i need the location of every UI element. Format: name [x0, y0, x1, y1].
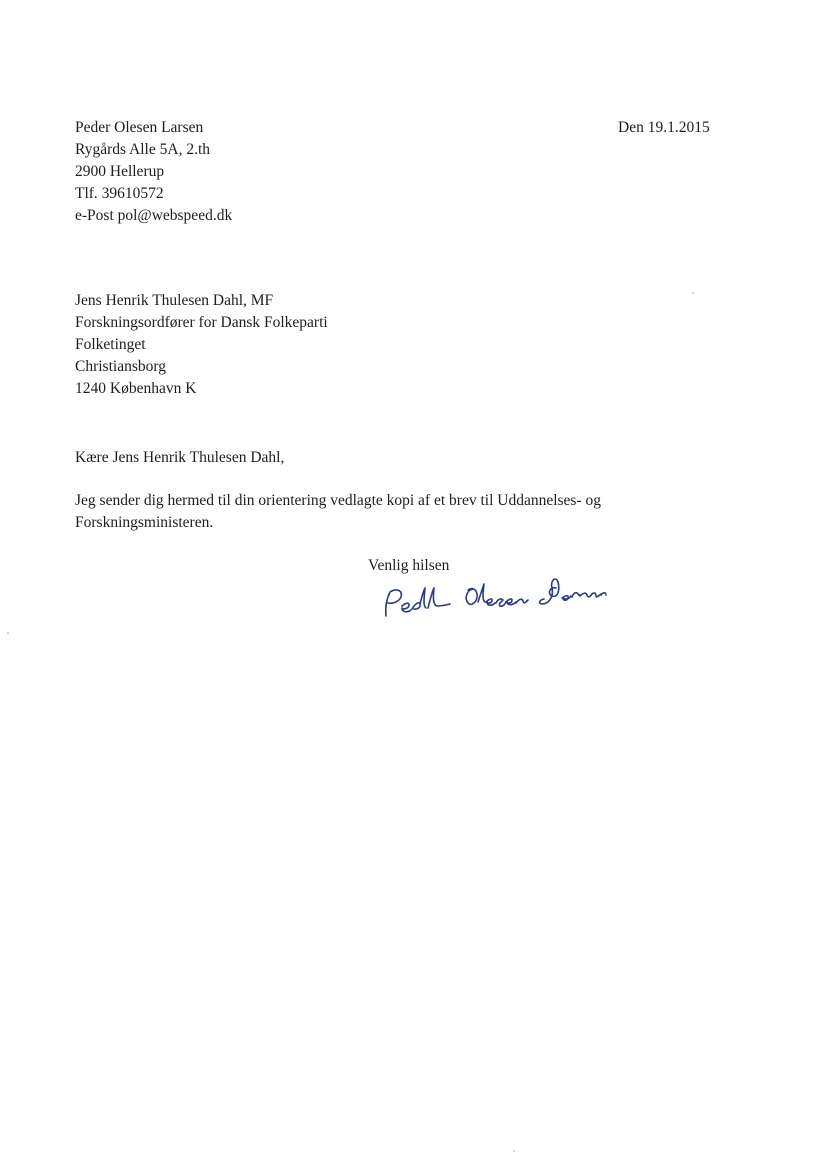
- recipient-building: Christiansborg: [75, 358, 166, 375]
- sender-street: Rygårds Alle 5A, 2.th: [75, 141, 210, 158]
- recipient-city: 1240 København K: [75, 380, 197, 397]
- scan-artifact-dot: [513, 1150, 515, 1152]
- sender-name: Peder Olesen Larsen: [75, 119, 204, 136]
- scan-artifact-dot: [7, 632, 9, 634]
- letter-body: [75, 490, 601, 534]
- letter-date: Den 19.1.2015: [618, 119, 710, 136]
- body-line-2: Forskningsministeren.: [75, 514, 214, 531]
- sender-address-block: [75, 117, 232, 227]
- body-line-1: Jeg sender dig hermed til din orientering vedlagte kopi af et brev til Uddannelses- og: [75, 492, 601, 509]
- sender-email: e-Post pol@webspeed.dk: [75, 207, 233, 224]
- sender-city: 2900 Hellerup: [75, 163, 165, 180]
- recipient-address-block: [75, 290, 328, 400]
- scan-artifact-dot: [692, 292, 694, 294]
- recipient-title: Forskningsordfører for Dansk Folkeparti: [75, 314, 328, 331]
- sender-phone: Tlf. 39610572: [75, 185, 164, 202]
- recipient-institution: Folketinget: [75, 336, 146, 353]
- handwritten-signature: [372, 568, 622, 638]
- recipient-name: Jens Henrik Thulesen Dahl, MF: [75, 292, 274, 309]
- salutation: Kære Jens Henrik Thulesen Dahl,: [75, 449, 285, 466]
- closing: Venlig hilsen: [368, 557, 450, 574]
